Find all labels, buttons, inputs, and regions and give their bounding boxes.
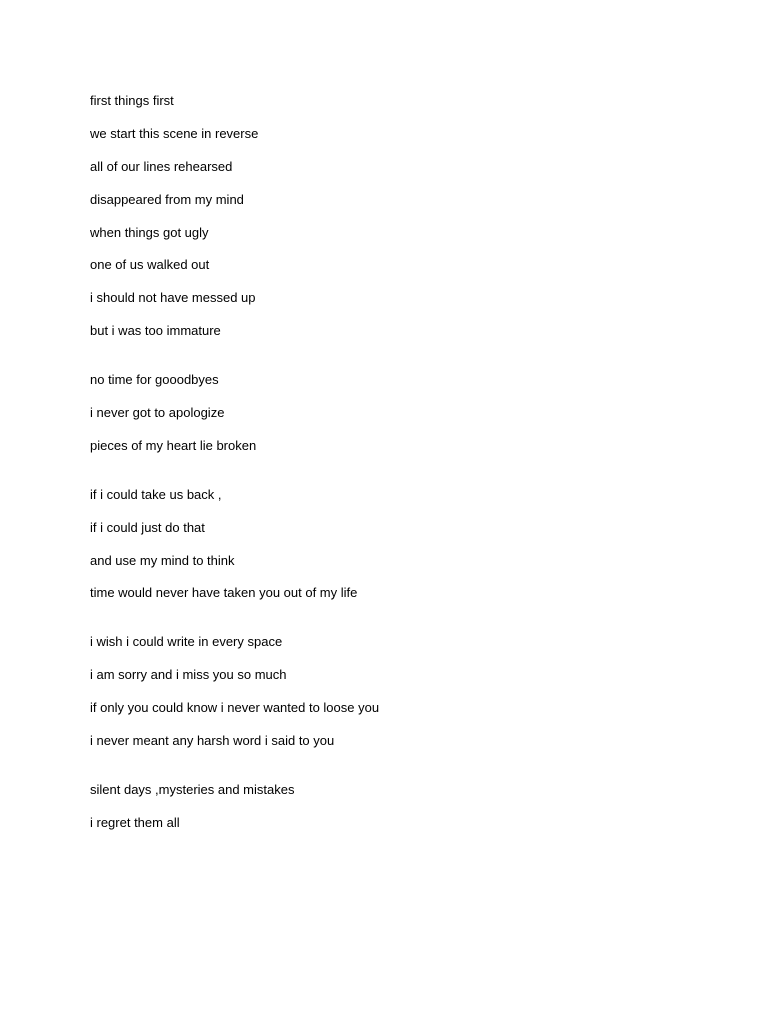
- poem-line: and use my mind to think: [90, 552, 235, 568]
- poem-line: i regret them all: [90, 814, 180, 830]
- poem-line: pieces of my heart lie broken: [90, 437, 257, 453]
- stanza-1: [90, 93, 690, 339]
- stanza-3: [90, 487, 690, 602]
- poem-line: first things first: [90, 93, 174, 108]
- poem-line: i never got to apologize: [90, 405, 225, 421]
- stanza-5: [90, 782, 690, 831]
- poem-body: [90, 93, 690, 864]
- poem-line: but i was too immature: [90, 323, 221, 339]
- poem-line: i never meant any harsh word i said to you: [90, 733, 335, 749]
- poem-line: no time for gooodbyes: [90, 372, 219, 388]
- poem-line: silent days ,mysteries and mistakes: [90, 781, 295, 797]
- poem-line: if i could just do that: [90, 519, 205, 535]
- stanza-2: [90, 372, 690, 454]
- poem-line: we start this scene in reverse: [90, 125, 259, 141]
- poem-line: one of us walked out: [90, 257, 210, 273]
- poem-line: when things got ugly: [90, 224, 209, 240]
- stanza-4: [90, 634, 690, 749]
- poem-line: time would never have taken you out of my life: [90, 585, 358, 601]
- poem-line: i am sorry and i miss you so much: [90, 667, 287, 683]
- poem-line: if i could take us back ,: [90, 486, 222, 502]
- poem-line: if only you could know i never wanted to loose you: [90, 700, 380, 716]
- poem-line: all of our lines rehearsed: [90, 158, 233, 174]
- poem-line: disappeared from my mind: [90, 191, 244, 207]
- poem-line: i should not have messed up: [90, 290, 256, 306]
- poem-line: i wish i could write in every space: [90, 634, 283, 650]
